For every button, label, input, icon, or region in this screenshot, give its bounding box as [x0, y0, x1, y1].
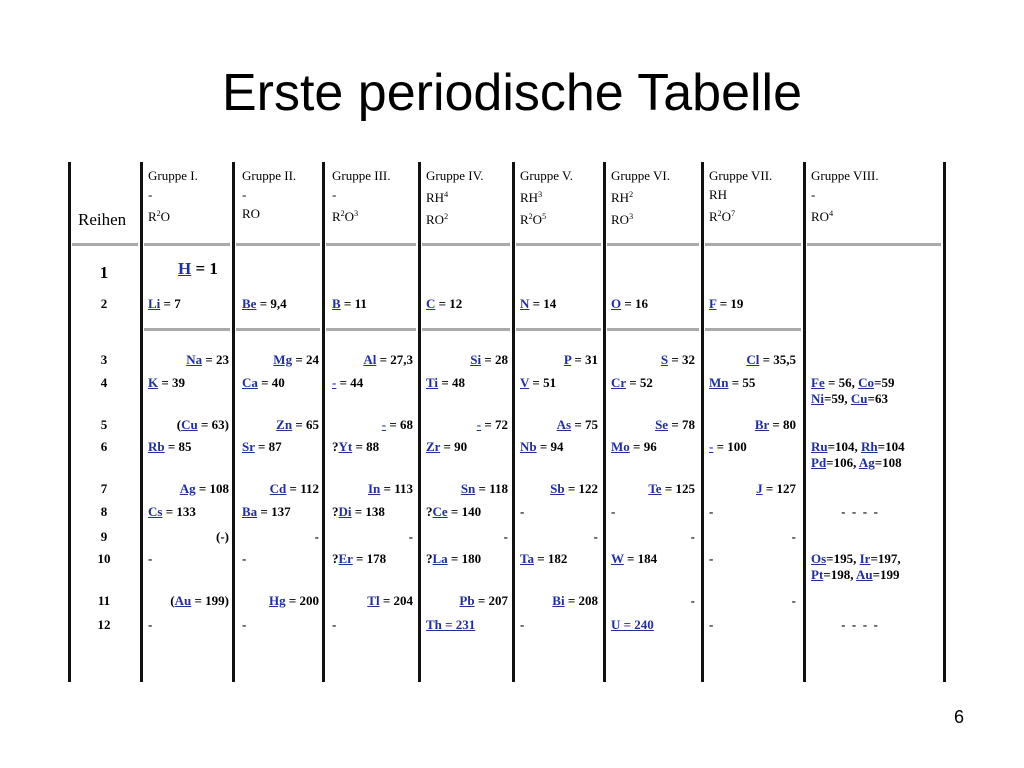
element-cell: Sr = 87 — [242, 439, 282, 454]
element-link[interactable]: Ti — [426, 375, 439, 390]
group-header-hydride: $RH^3$ — [520, 190, 543, 205]
column-divider — [512, 162, 515, 682]
element-link[interactable]: Pd — [811, 455, 827, 470]
element-cell: C = 12 — [426, 296, 463, 311]
element-cell: - — [709, 504, 714, 519]
element-link[interactable]: Cs — [148, 504, 163, 519]
element-cell: - — [314, 529, 319, 544]
element-link[interactable]: Ba — [242, 504, 258, 519]
element-cell: Al = 27,3 — [363, 352, 413, 367]
superscript: 3 — [354, 209, 359, 218]
row-number: 1 — [99, 263, 109, 282]
element-link[interactable]: Bi — [552, 593, 565, 608]
superscript: 2 — [717, 209, 722, 218]
element-cell: Rb = 85 — [148, 439, 192, 454]
element-cell: ?La = 180 — [426, 551, 482, 566]
element-link[interactable]: Cu — [181, 417, 198, 432]
element-link[interactable]: Os — [811, 551, 827, 566]
element-cell-line: Ni=59, Cu=63 — [811, 391, 888, 406]
element-cell: K = 39 — [148, 375, 186, 390]
element-link[interactable]: Se — [655, 417, 669, 432]
element-cell — [811, 439, 905, 471]
right-border — [943, 162, 946, 682]
header-rule — [705, 243, 801, 246]
element-link[interactable]: Be — [242, 296, 257, 311]
slide-title: Erste periodische Tabelle — [221, 64, 803, 122]
element-cell: (-) — [216, 529, 229, 544]
header-rule — [144, 243, 230, 246]
element-cell: - = 72 — [476, 417, 508, 432]
group-header-name: Gruppe VII. — [709, 168, 773, 183]
element-cell: Ba = 137 — [242, 504, 291, 519]
element-cell: H = 1 — [178, 259, 218, 278]
group-header — [709, 166, 772, 226]
element-cell-line: Fe = 56, Co=59 — [811, 375, 895, 390]
superscript: 5 — [542, 212, 547, 221]
element-link[interactable]: Rb — [148, 439, 165, 454]
element-link[interactable]: Ru — [811, 439, 828, 454]
element-cell: - - - - — [841, 504, 878, 519]
group-header-name: Gruppe VIII. — [811, 168, 879, 183]
row-header-label: Reihen — [78, 210, 127, 229]
element-cell: ?Yt = 88 — [332, 439, 380, 454]
group-header-oxide: $R^2O$ — [148, 209, 171, 224]
element-cell: Tl = 204 — [367, 593, 413, 608]
group-header-name: Gruppe I. — [148, 168, 198, 183]
element-link[interactable]: Zn — [276, 417, 293, 432]
element-cell — [811, 551, 901, 583]
header-rule — [807, 243, 941, 246]
group-header-oxide: $R^2O^3$ — [332, 209, 359, 224]
row-divider-rule — [705, 328, 801, 331]
element-cell: ?Er = 178 — [332, 551, 387, 566]
element-cell: Na = 23 — [186, 352, 229, 367]
header-rule — [236, 243, 320, 246]
element-link[interactable]: La — [432, 551, 448, 566]
element-cell: Cl = 35,5 — [746, 352, 796, 367]
group-header-name: Gruppe III. — [332, 168, 391, 183]
group-header-hydride: $RH^2$ — [611, 190, 634, 205]
element-cell: J = 127 — [756, 481, 796, 496]
element-link[interactable]: Cu — [850, 391, 868, 406]
element-link[interactable]: In — [368, 481, 381, 496]
row-divider-rule — [516, 328, 601, 331]
element-cell: - — [791, 593, 796, 608]
group-header — [148, 166, 198, 226]
group-header-hydride: RH — [709, 187, 728, 202]
element-link[interactable]: Ce — [432, 504, 448, 519]
element-cell: V = 51 — [520, 375, 557, 390]
element-link[interactable]: Ni — [811, 391, 824, 406]
column-divider — [322, 162, 325, 682]
element-link[interactable]: U = 240 — [611, 617, 654, 632]
element-cell: Li = 7 — [148, 296, 181, 311]
element-cell: - — [148, 617, 153, 632]
element-link[interactable]: Di — [338, 504, 352, 519]
row-number: 9 — [100, 529, 108, 544]
group-header-hydride: - — [148, 187, 153, 202]
element-cell: B = 11 — [332, 296, 367, 311]
element-link[interactable]: Fe — [811, 375, 825, 390]
column-divider — [140, 162, 143, 682]
element-link[interactable]: - — [381, 417, 387, 432]
element-cell: Ag = 108 — [179, 481, 229, 496]
row-divider-rule — [144, 328, 230, 331]
column-divider — [701, 162, 704, 682]
element-cell: - = 44 — [332, 375, 364, 390]
element-link[interactable]: P — [563, 352, 572, 367]
element-cell: Mn = 55 — [709, 375, 756, 390]
group-header-oxide: $R^2O^7$ — [709, 209, 736, 224]
element-cell: Ta = 182 — [520, 551, 568, 566]
element-cell: Cr = 52 — [611, 375, 653, 390]
element-link[interactable]: Cl — [746, 352, 760, 367]
element-cell: Pb = 207 — [459, 593, 508, 608]
element-cell-line: Ru=104, Rh=104 — [811, 439, 905, 454]
element-link[interactable]: Ca — [242, 375, 258, 390]
group-header-hydride: $RH^4$ — [426, 190, 449, 205]
superscript: 2 — [528, 212, 533, 221]
group-header-oxide: $R^2O^5$ — [520, 212, 547, 227]
row-number: 2 — [100, 296, 108, 311]
element-cell: ?Di = 138 — [332, 504, 385, 519]
column-divider — [803, 162, 806, 682]
element-cell: Sn = 118 — [460, 481, 508, 496]
group-header — [242, 166, 296, 223]
element-cell: Bi = 208 — [552, 593, 598, 608]
element-link[interactable]: Pt — [811, 567, 824, 582]
element-link[interactable]: K — [148, 375, 159, 390]
element-link[interactable]: Ag — [858, 455, 875, 470]
group-header-hydride: - — [332, 187, 337, 202]
column-divider — [418, 162, 421, 682]
row-number: 4 — [100, 375, 108, 390]
element-link[interactable]: Sr — [242, 439, 255, 454]
superscript: 2 — [340, 209, 345, 218]
element-cell: In = 113 — [368, 481, 413, 496]
element-link[interactable]: Rh — [861, 439, 878, 454]
group-header-name: Gruppe II. — [242, 168, 297, 183]
element-cell: Mo = 96 — [611, 439, 657, 454]
header-rule — [72, 243, 138, 246]
element-link[interactable]: Au — [174, 593, 192, 608]
element-link[interactable]: - — [709, 439, 714, 454]
group-header-name: Gruppe VI. — [611, 168, 670, 183]
element-link[interactable]: Mg — [273, 352, 293, 367]
element-link[interactable]: Mo — [611, 439, 630, 454]
element-cell: - - - - — [841, 617, 878, 632]
element-cell: Hg = 200 — [268, 593, 319, 608]
page-number: 6 — [953, 707, 964, 727]
row-divider-rule — [326, 328, 416, 331]
element-link[interactable]: Co — [858, 375, 875, 390]
element-cell: - — [709, 551, 714, 566]
element-cell: Zr = 90 — [426, 439, 468, 454]
group-header — [611, 166, 670, 229]
element-cell: N = 14 — [520, 296, 557, 311]
element-link[interactable]: Ta — [520, 551, 534, 566]
element-link[interactable]: Zr — [426, 439, 441, 454]
row-divider-rule — [607, 328, 699, 331]
superscript: 4 — [829, 209, 834, 218]
header-rule — [422, 243, 510, 246]
superscript: 7 — [731, 209, 736, 218]
element-link[interactable]: S — [660, 352, 669, 367]
element-cell: Nb = 94 — [520, 439, 564, 454]
group-header-oxide: $RO^2$ — [426, 212, 449, 227]
group-header-hydride: - — [811, 187, 816, 202]
superscript: 2 — [444, 212, 449, 221]
element-cell: - — [242, 617, 247, 632]
element-link[interactable]: - — [332, 375, 337, 390]
row-number: 3 — [100, 352, 108, 367]
element-cell — [811, 375, 894, 407]
element-cell: - — [611, 504, 616, 519]
row-number: 5 — [100, 417, 108, 432]
element-link[interactable]: Br — [754, 417, 770, 432]
element-cell-line: Pd=106, Ag=108 — [811, 455, 902, 470]
element-cell — [611, 617, 654, 633]
superscript: 4 — [444, 190, 449, 199]
group-header-oxide: RO — [242, 206, 261, 221]
element-cell: (Au = 199) — [170, 593, 229, 608]
element-cell: O = 16 — [611, 296, 649, 311]
element-cell: - — [242, 551, 247, 566]
element-link[interactable]: Al — [363, 352, 377, 367]
superscript: 3 — [538, 190, 543, 199]
row-number: 6 — [100, 439, 108, 454]
column-divider — [603, 162, 606, 682]
element-cell: Ti = 48 — [426, 375, 465, 390]
group-header — [811, 166, 879, 226]
element-cell: - — [332, 617, 337, 632]
element-cell: Br = 80 — [754, 417, 796, 432]
element-link[interactable]: Te — [648, 481, 662, 496]
element-cell: F = 19 — [709, 296, 744, 311]
element-cell: - — [503, 529, 508, 544]
element-link[interactable]: Er — [338, 551, 353, 566]
element-link[interactable]: Yt — [338, 439, 353, 454]
header-rule — [326, 243, 416, 246]
element-cell: - — [690, 593, 695, 608]
element-cell: - = 68 — [381, 417, 413, 432]
element-cell: Se = 78 — [655, 417, 695, 432]
element-link[interactable]: Li — [148, 296, 161, 311]
element-link[interactable]: As — [556, 417, 572, 432]
element-link[interactable]: Au — [855, 567, 873, 582]
element-link[interactable]: C — [426, 296, 436, 311]
element-cell: Zn = 65 — [276, 417, 319, 432]
element-link[interactable]: Na — [186, 352, 203, 367]
group-header — [332, 166, 390, 226]
superscript: 2 — [629, 190, 634, 199]
group-header-oxide: $RO^3$ — [611, 212, 634, 227]
element-cell: W = 184 — [611, 551, 658, 566]
element-link[interactable]: Cd — [269, 481, 287, 496]
row-number: 10 — [97, 551, 111, 566]
group-header-name: Gruppe V. — [520, 168, 573, 183]
element-link[interactable]: Th = 231 — [426, 617, 476, 632]
row-number: 11 — [97, 593, 111, 608]
header-rule — [516, 243, 601, 246]
element-cell-line: Pt=198, Au=199 — [811, 567, 900, 582]
element-link[interactable]: Nb — [520, 439, 537, 454]
group-header — [520, 166, 573, 229]
element-cell: As = 75 — [556, 417, 598, 432]
element-cell: - — [148, 551, 153, 566]
column-divider — [232, 162, 235, 682]
element-link[interactable]: Pb — [459, 593, 475, 608]
element-link[interactable]: Cr — [611, 375, 626, 390]
element-link[interactable]: Sb — [550, 481, 565, 496]
element-link[interactable]: Tl — [367, 593, 380, 608]
element-cell: - — [690, 529, 695, 544]
element-link[interactable]: Si — [470, 352, 482, 367]
element-cell: - = 100 — [709, 439, 747, 454]
element-cell: Cs = 133 — [148, 504, 196, 519]
element-cell: Cd = 112 — [269, 481, 319, 496]
element-cell: ?Ce = 140 — [426, 504, 482, 519]
row-divider-rule — [236, 328, 320, 331]
element-link[interactable]: J — [756, 481, 763, 496]
element-link[interactable]: Ir — [859, 551, 871, 566]
element-cell: P = 31 — [563, 352, 598, 367]
element-link[interactable]: V — [520, 375, 530, 390]
row-number: 8 — [100, 504, 108, 519]
element-cell: Be = 9,4 — [242, 296, 287, 311]
element-link[interactable]: F — [709, 296, 717, 311]
superscript: 2 — [156, 209, 161, 218]
element-cell: (Cu = 63) — [176, 417, 229, 432]
header-rule — [607, 243, 699, 246]
periodic-table — [68, 162, 946, 682]
element-cell: Te = 125 — [648, 481, 695, 496]
element-link[interactable]: W — [611, 551, 624, 566]
element-link[interactable]: Ag — [179, 481, 196, 496]
element-cell: - — [520, 504, 525, 519]
element-link[interactable]: O — [611, 296, 622, 311]
element-cell: - — [593, 529, 598, 544]
element-link[interactable]: Mn — [709, 375, 729, 390]
group-header-oxide: $RO^4$ — [811, 209, 834, 224]
left-border — [68, 162, 71, 682]
row-divider-rule — [422, 328, 510, 331]
element-cell — [426, 617, 475, 633]
group-header — [426, 166, 484, 229]
row-number: 7 — [100, 481, 108, 496]
element-cell: - — [791, 529, 796, 544]
group-header-name: Gruppe IV. — [426, 168, 484, 183]
element-link[interactable]: H — [178, 259, 192, 278]
element-cell: - — [520, 617, 525, 632]
element-cell: S = 32 — [660, 352, 695, 367]
element-cell: - — [709, 617, 714, 632]
group-header-hydride: - — [242, 187, 247, 202]
row-number: 12 — [97, 617, 111, 632]
element-link[interactable]: Hg — [268, 593, 286, 608]
element-link[interactable]: N — [520, 296, 530, 311]
element-cell: Si = 28 — [470, 352, 508, 367]
element-link[interactable]: B — [332, 296, 341, 311]
superscript: 3 — [629, 212, 634, 221]
element-cell: Sb = 122 — [550, 481, 598, 496]
element-cell: Ca = 40 — [242, 375, 285, 390]
element-cell: Mg = 24 — [273, 352, 319, 367]
element-cell: - — [408, 529, 413, 544]
element-cell-line: Os=195, Ir=197, — [811, 551, 901, 566]
element-link[interactable]: - — [476, 417, 482, 432]
element-link[interactable]: Sn — [460, 481, 476, 496]
